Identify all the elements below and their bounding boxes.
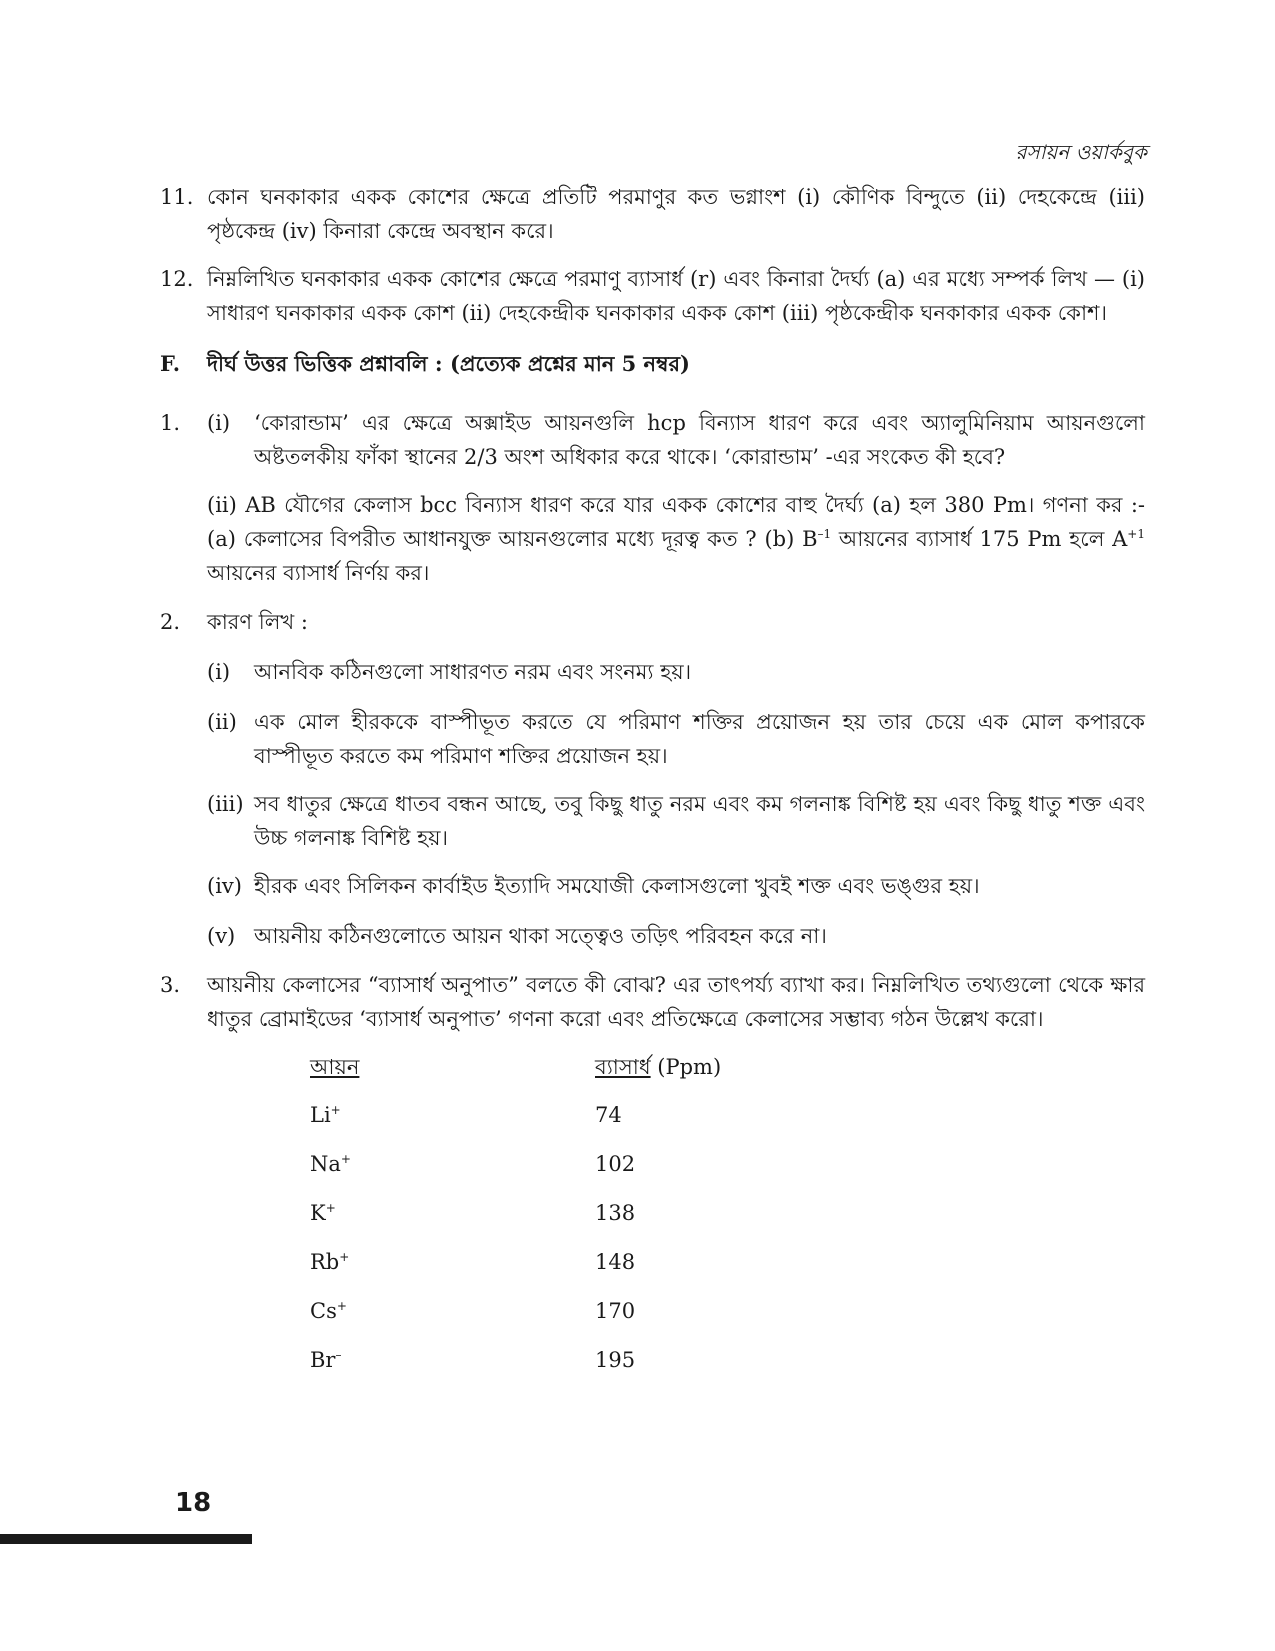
item-number: (iv) xyxy=(207,874,242,898)
ion-symbol: Cs xyxy=(310,1299,337,1323)
charge-superscript: +1 xyxy=(1127,527,1145,541)
table-row xyxy=(310,1250,810,1280)
question-number: 2. xyxy=(160,610,181,634)
column-header-ion: আয়ন xyxy=(310,1055,360,1079)
ion-charge: + xyxy=(340,1152,351,1166)
table-row xyxy=(310,1348,810,1378)
part-text-a: (ii) AB যৌগের কেলাস bcc বিন্যাস ধারণ করে যার একক কোশের বাহু দৈর্ঘ্য (a) হল 380 Pm। গণনা কর :- (a) কেলাসের বিপরীত আধানযুক্ত আয়নগুলোর মধ্যে দূরত্ব কত ? (b) B xyxy=(207,493,1145,551)
question-number: 1. xyxy=(160,411,181,435)
item-number: (iii) xyxy=(207,792,244,816)
radius-header-label: ব্যাসার্ধ xyxy=(595,1055,651,1079)
table-row xyxy=(310,1152,810,1182)
radius-cell: 170 xyxy=(595,1299,636,1323)
part-text-c: আয়নের ব্যাসার্ধ নির্ণয় কর। xyxy=(207,561,430,585)
running-header: রসায়ন ওয়ার্কবুক xyxy=(1015,140,1147,164)
radius-cell: 102 xyxy=(595,1152,636,1176)
ion-symbol: K xyxy=(310,1201,326,1225)
item-number: (v) xyxy=(207,924,236,948)
page-number: 18 xyxy=(175,1488,212,1518)
ion-charge: + xyxy=(339,1250,350,1264)
ion-charge: + xyxy=(330,1103,341,1117)
item-text: সব ধাতুর ক্ষেত্রে ধাতব বন্ধন আছে, তবু কিছু ধাতু নরম এবং কম গলনাঙ্ক বিশিষ্ট হয় এবং কিছু ধাতু শক্ত এবং উচ্চ গলনাঙ্ক বিশিষ্ট হয়। xyxy=(254,792,1145,850)
ion-symbol: Li xyxy=(310,1103,331,1127)
ion-cell xyxy=(310,1152,351,1176)
radius-cell: 74 xyxy=(595,1103,622,1127)
item-text: হীরক এবং সিলিকন কার্বাইড ইত্যাদি সমযোজী কেলাসগুলো খুবই শক্ত এবং ভঙ্গুর হয়। xyxy=(254,874,980,898)
table-row xyxy=(310,1201,810,1231)
part-number: (i) xyxy=(207,411,231,435)
radius-cell: 138 xyxy=(595,1201,636,1225)
item-text: আয়নীয় কঠিনগুলোতে আয়ন থাকা সত্ত্বেও তড়িৎ পরিবহন করে না। xyxy=(254,924,827,948)
question-text: কারণ লিখ : xyxy=(207,610,308,634)
long-question-1-part-ii xyxy=(207,488,1145,590)
ion-symbol: Na xyxy=(310,1152,341,1176)
ion-cell xyxy=(310,1201,336,1225)
column-header-radius xyxy=(595,1051,721,1086)
question-number: 12. xyxy=(160,267,194,291)
question-number: 3. xyxy=(160,973,181,997)
item-number: (i) xyxy=(207,660,231,684)
table-header-row xyxy=(310,1051,810,1081)
item-text: আনবিক কঠিনগুলো সাধারণত নরম এবং সংনম্য হয়। xyxy=(254,660,692,684)
table-row xyxy=(310,1103,810,1133)
radius-cell: 195 xyxy=(595,1348,636,1372)
ion-charge: + xyxy=(336,1299,347,1313)
ion-cell xyxy=(310,1250,349,1274)
radius-cell: 148 xyxy=(595,1250,636,1274)
ion-charge: + xyxy=(325,1201,336,1215)
part-text-b: আয়নের ব্যাসার্ধ 175 Pm হলে A xyxy=(831,527,1128,551)
section-label: F. xyxy=(160,351,181,376)
question-text: আয়নীয় কেলাসের “ব্যাসার্ধ অনুপাত” বলতে কী বোঝ? এর তাৎপর্য্য ব্যাখা কর। নিম্নলিখিত তথ্যগুলো থেকে ক্ষার ধাতুর ব্রোমাইডের ‘ব্যাসার্ধ অনুপাত’ গণনা করো এবং প্রতিক্ষেত্রে কেলাসের সম্ভাব্য গঠন উল্লেখ করো। xyxy=(207,973,1145,1031)
radius-header-unit: (Ppm) xyxy=(650,1055,722,1079)
section-title: দীর্ঘ উত্তর ভিত্তিক প্রশ্নাবলি : (প্রত্যেক প্রশ্নের মান 5 নম্বর) xyxy=(207,351,690,376)
question-number: 11. xyxy=(160,185,194,209)
ion-symbol: Rb xyxy=(310,1250,340,1274)
footer-bar xyxy=(0,1534,252,1544)
charge-superscript: –1 xyxy=(817,527,832,541)
item-text: এক মোল হীরককে বাস্পীভূত করতে যে পরিমাণ শক্তির প্রয়োজন হয় তার চেয়ে এক মোল কপারকে বাস্পীভূত করতে কম পরিমাণ শক্তির প্রয়োজন হয়। xyxy=(254,710,1145,768)
ion-cell xyxy=(310,1348,341,1372)
ion-charge: – xyxy=(335,1348,342,1362)
ion-symbol: Br xyxy=(310,1348,336,1372)
ion-cell xyxy=(310,1103,341,1127)
part-text: ‘কোরান্ডাম’ এর ক্ষেত্রে অক্সাইড আয়নগুলি hcp বিন্যাস ধারণ করে এবং অ্যালুমিনিয়াম আয়নগুলো অষ্টতলকীয় ফাঁকা স্থানের 2/3 অংশ অধিকার করে থাকে। ‘কোরান্ডাম’ -এর সংকেত কী হবে? xyxy=(254,411,1145,469)
table-row xyxy=(310,1299,810,1329)
question-text: কোন ঘনকাকার একক কোশের ক্ষেত্রে প্রতিটি পরমাণুর কত ভগ্নাংশ (i) কৌণিক বিন্দুতে (ii) দেহকেন্দ্রে (iii) পৃষ্ঠকেন্দ্র (iv) কিনারা কেন্দ্রে অবস্থান করে। xyxy=(207,185,1145,243)
ion-cell xyxy=(310,1299,347,1323)
item-number: (ii) xyxy=(207,710,237,734)
question-text: নিম্নলিখিত ঘনকাকার একক কোশের ক্ষেত্রে পরমাণু ব্যাসার্ধ (r) এবং কিনারা দৈর্ঘ্য (a) এর মধ্যে সম্পর্ক লিখ — (i) সাধারণ ঘনকাকার একক কোশ (ii) দেহকেন্দ্রীক ঘনকাকার একক কোশ (iii) পৃষ্ঠকেন্দ্রীক ঘনকাকার একক কোশ। xyxy=(207,267,1145,325)
